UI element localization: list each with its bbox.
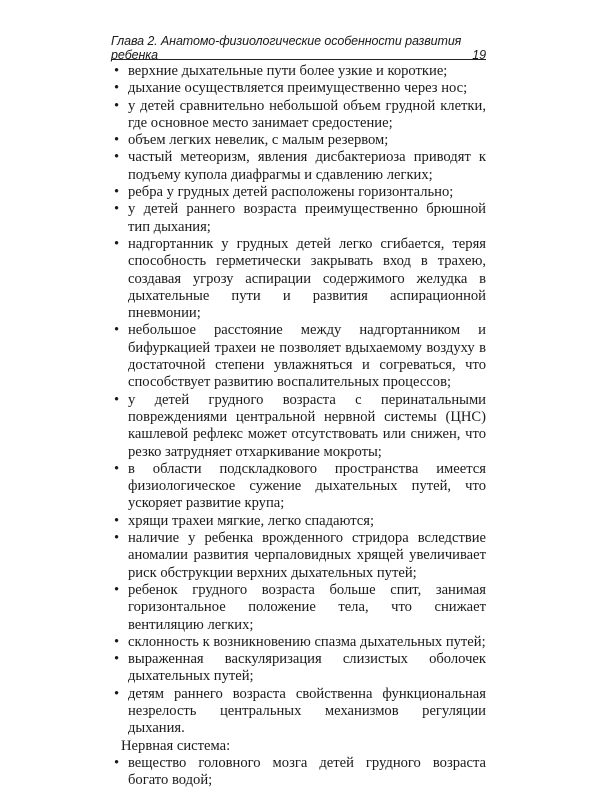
list-item-text: у детей грудного возраста с перинатальными повреждениями центральной нервной системы (ЦНС) кашлевой рефлекс может отсутствовать или снижен, что резко затрудняет отхаркивание мокроты; [128,391,486,460]
list-item-text: объем легких невелик, с малым резервом; [128,132,389,149]
list-item [111,63,486,80]
list-item [111,461,486,513]
bullet-icon: • [114,754,120,771]
list-item [111,149,486,184]
list-item-text: у детей сравнительно небольшой объем грудной клетки, где основное место занимает средостение; [128,97,486,131]
header-rule [111,59,486,60]
list-item-text: вещество головного мозга детей грудного возраста богато водой; [128,754,486,789]
section-heading: Нервная система: [121,737,231,754]
bullet-icon: • [114,80,120,97]
page-body [111,63,486,789]
list-item-text: дыхание осуществляется преимущественно через нос; [128,80,468,97]
list-item [111,755,486,789]
chapter-title: Глава 2. Анатомо-физиологические особенности развития ребенка [111,34,462,62]
bullet-icon: • [114,149,120,166]
list-item [111,582,486,634]
list-item-text: небольшое расстояние между надгортанником и бифуркацией трахеи не позволяет вдыхаемому воздуху в достаточной степени увлажняться и согреваться, что способствует развитию воспалительных процессов; [128,322,486,391]
bullet-icon: • [114,201,120,218]
page-number: 19 [472,48,486,62]
bullet-icon: • [114,235,120,252]
list-item [111,530,486,582]
bullet-icon: • [114,651,120,668]
bullet-icon: • [114,391,120,408]
list-item-text: склонность к возникновению спазма дыхательных путей; [128,633,486,650]
list-item [111,686,486,738]
list-item-text: детям раннего возраста свойственна функциональная незрелость центральных механизмов регуляции дыхания. [128,685,486,737]
list-item [111,80,486,97]
list-item [111,201,486,236]
bullet-icon: • [114,63,120,79]
list-item [111,392,486,461]
bullet-icon: • [114,132,120,149]
list-item-text: верхние дыхательные пути более узкие и короткие; [128,63,448,79]
bullet-icon: • [114,530,120,547]
list-item [111,322,486,391]
list-item [111,513,486,530]
bullet-icon: • [114,460,120,477]
list-item [111,184,486,201]
bullet-icon: • [114,184,120,201]
bullet-icon: • [114,322,120,339]
list-item [111,634,486,651]
list-item [111,132,486,149]
list-item-text: выраженная васкуляризация слизистых оболочек дыхательных путей; [128,651,486,685]
list-item [111,98,486,133]
bullet-icon: • [114,685,120,702]
list-item-text: в области подскладкового пространства имеется физиологическое сужение дыхательных путей, что ускоряет развитие крупа; [128,460,486,512]
list-item-text: частый метеоризм, явления дисбактериоза приводят к подъему купола диафрагмы и сдавлению легких; [128,149,486,183]
list-item-text: наличие у ребенка врожденного стридора вследствие аномалии развития черпаловидных хрящей увеличивает риск обструкции верхних дыхательных путей; [128,530,486,581]
list-item [111,651,486,686]
bullet-icon: • [114,633,120,650]
bullet-icon: • [114,581,120,598]
list-item [111,236,486,322]
list-item-text: надгортанник у грудных детей легко сгибается, теряя способность герметически закрывать вход в трахею, создавая угрозу аспирации содержимого желудка в дыхательные пути и развития аспирационной пневмонии; [128,235,486,322]
respiratory-features-list [111,63,486,738]
bullet-icon: • [114,512,120,529]
list-item-text: у детей раннего возраста преимущественно брюшной тип дыхания; [128,201,486,235]
list-item-text: ребра у грудных детей расположены горизонтально; [128,184,454,201]
list-item-text: хрящи трахеи мягкие, легко спадаются; [128,512,375,529]
list-item-text: ребенок грудного возраста больше спит, занимая горизонтальное положение тела, что снижает вентиляцию легких; [128,581,486,633]
bullet-icon: • [114,97,120,114]
nervous-system-list [111,755,486,789]
